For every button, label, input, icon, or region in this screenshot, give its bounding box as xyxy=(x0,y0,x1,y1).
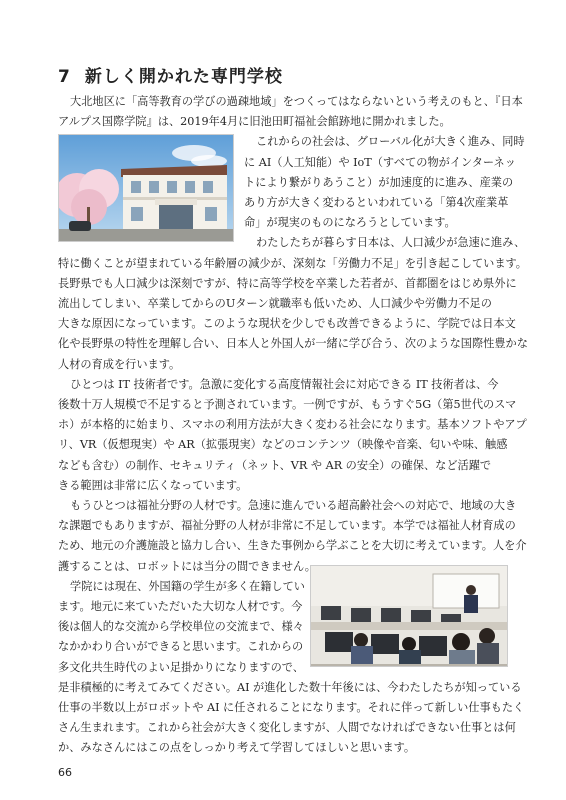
body-line: わたしたちが暮らす日本は、人口減少が急速に進み、 xyxy=(256,236,526,250)
body-line: 特に働くことが望まれている年齢層の減少が、深刻な「労働力不足」を引き起こしています。 xyxy=(58,256,527,270)
body-line: 大北地区に「高等教育の学びの過疎地域」をつくってはならないという考えのもと、『日本 xyxy=(70,95,523,108)
body-line: リ、VR（仮想現実）や AR（拡張現実）などのコンテンツ（映像や音楽、匂いや味、触感 xyxy=(58,438,508,452)
body-line: 命」が現実のものになろうとしています。 xyxy=(244,216,456,230)
body-line: 化や長野県の特性を理解し合い、日本人と外国人が一緒に学び合う、次のような国際性豊かな xyxy=(58,337,528,351)
body-line: アルプス国際学院』は、2019年4月に旧池田町福祉会館跡地に開かれました。 xyxy=(58,115,451,129)
classroom-photo xyxy=(310,565,508,667)
body-line: 後数十万人規模で不足すると予測されています。一例ですが、もうすぐ5G（第5世代のスマ xyxy=(58,398,517,411)
body-line: なかかわり合いができると思います。これからの xyxy=(58,640,304,654)
body-line: ます。地元に来ていただいた大切な人材です。今 xyxy=(58,600,303,613)
body-line: もうひとつは福祉分野の人材です。急速に進んでいる超高齢社会への対応で、地域の大き xyxy=(70,499,517,512)
school-building-photo xyxy=(58,134,234,242)
body-line: に AI（人工知能）や IoT（すべての物がインターネッ xyxy=(244,155,516,169)
body-line: トにより繋がりあうこと）が加速度的に進み、産業の xyxy=(244,175,514,189)
body-line: 人材の育成を行います。 xyxy=(58,357,181,371)
body-line: ひとつは IT 技術者です。急激に変化する高度情報社会に対応できる IT 技術者は、今 xyxy=(70,377,499,391)
body-line: 流出してしまい、卒業してからのUターン就職率も低いため、人口減少や労働力不足の xyxy=(58,297,492,310)
body-line: ため、地元の介護施設と協力し合い、生きた事例から学ぶことを大切に考えています。人を介 xyxy=(58,539,527,553)
body-line: なども含む）の制作、セキュリティ（ネット、VR や AR の安全）の確保、など活躍で xyxy=(58,458,492,472)
page-number: 66 xyxy=(58,766,72,779)
body-line: 学院には現在、外国籍の学生が多く在籍してい xyxy=(70,579,305,593)
body-line: 仕事の半数以上がロボットや AI に任されることになります。それに伴って新しい仕事もたく xyxy=(58,701,525,714)
body-line: 多文化共生時代のよい足掛かりになりますので、 xyxy=(58,660,304,674)
body-line: か、みなさんにはこの点をしっかり考えて学習してほしいと思います。 xyxy=(58,741,416,755)
section-heading xyxy=(58,62,283,87)
body-line: 後は個人的な交流から学校単位の交流まで、様々 xyxy=(58,620,304,634)
section-title: 新しく開かれた専門学校 xyxy=(84,67,283,87)
body-line: な課題でもありますが、福祉分野の人材が非常に不足しています。本学では福祉人材育成の xyxy=(58,519,516,533)
section-number: 7 xyxy=(58,67,71,87)
body-line: さん生まれます。これから社会が大きく変化しますが、人間でなければできない仕事とは何 xyxy=(58,721,516,735)
body-line: 大きな原因になっています。このような現状を少しでも改善できるように、学院では日本文 xyxy=(58,317,516,331)
body-line: 長野県でも人口減少は深刻ですが、特に高等学校を卒業した若者が、首都圏をはじめ県外に xyxy=(58,276,517,290)
body-line: ホ）が本格的に始まり、スマホの利用方法が大きく変わる社会になります。基本ソフトやアプ xyxy=(58,418,527,432)
body-line: これからの社会は、グローバル化が大きく進み、同時 xyxy=(256,135,525,149)
body-line: あり方が大きく変わるといわれている「第4次産業革 xyxy=(244,196,509,209)
body-line: きる範囲は非常に広くなっています。 xyxy=(58,478,248,492)
body-line: 是非積極的に考えてみてください。AI が進化した数十年後には、今わたしたちが知っている xyxy=(58,680,522,694)
body-line: 護することは、ロボットには当分の間できません。 xyxy=(58,559,316,573)
